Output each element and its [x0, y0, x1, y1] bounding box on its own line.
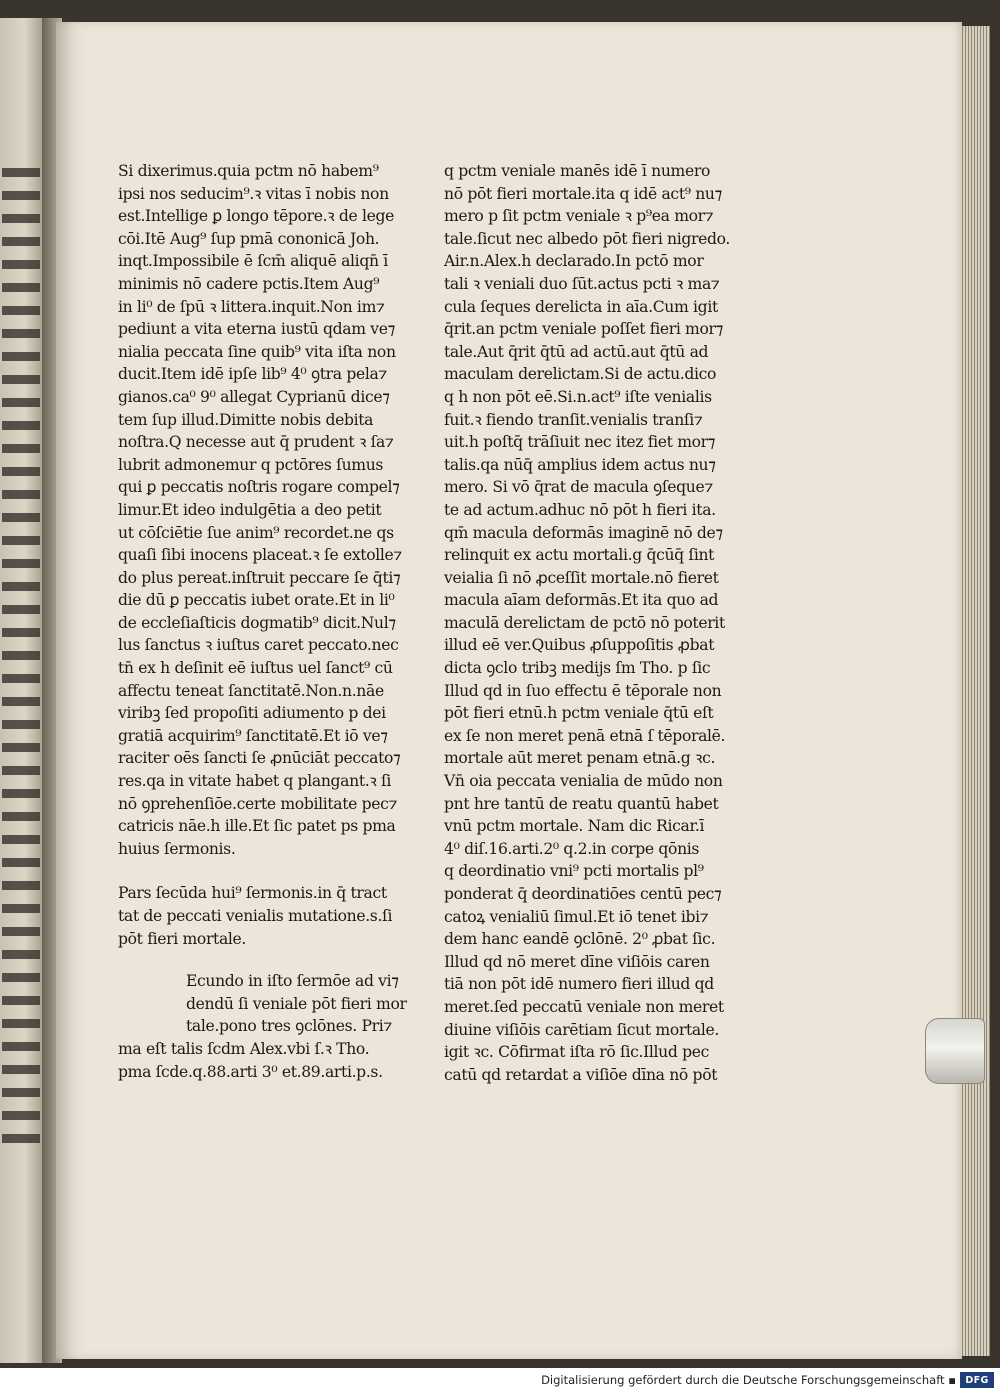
opening-line: ma eſt talis ſcdm Alex.vbi ſ.ꝛ Tho.: [118, 1039, 370, 1058]
right-column-body: [444, 160, 744, 1086]
text-line: cōi.Itē Aug⁹ ſup pmā cononicā Joh.: [118, 229, 380, 248]
text-line: uit.h poſtq̄ trāſiuit nec itez fiet mor⁊: [444, 433, 716, 452]
left-text-column: [118, 160, 408, 1083]
text-line: raciter oēs ſancti ſe ꝓnūciāt peccato⁊: [118, 749, 401, 768]
text-line: igit ꝛc. Cōfirmat iſta rō ſic.Illud pec: [444, 1043, 709, 1062]
opening-line: tale.pono tres ꝯclōnes. Pri⁊: [186, 1017, 392, 1036]
text-line: diuine viſiōis carētiam ſicut mortale.: [444, 1020, 719, 1039]
text-line: talis.qa nūq̄ amplius idem actus nu⁊: [444, 455, 716, 474]
text-line: fuit.ꝛ fiendo tranſit.venialis tranſi⁊: [444, 410, 703, 429]
text-line: catū qd retardat a viſiōe dīna nō pōt: [444, 1065, 718, 1084]
page-block-edges: [960, 26, 990, 1356]
text-line: vnū pctm mortale. Nam dic Ricar.ī: [444, 817, 705, 836]
heading-line: tat de peccati venialis mutatione.s.ſi: [118, 907, 393, 925]
facing-page-edge: [0, 18, 44, 1363]
text-line: q̄rit.an pctm veniale poſſet fieri mor⁊: [444, 320, 724, 339]
left-column-body: [118, 160, 408, 860]
text-line: dem hanc eandē ꝯclōnē. 2⁰ ꝓbat ſic.: [444, 930, 716, 949]
text-line: in li⁰ de ſpū ꝛ littera.inquit.Non im⁊: [118, 297, 385, 316]
text-line: illud eē ver.Quibus ꝓſuppoſitis ꝓbat: [444, 636, 715, 655]
text-line: de eccleſiaſticis dogmatib⁹ dicit.Nul⁊: [118, 613, 396, 632]
facing-page-text-fragments: [2, 168, 40, 1148]
text-line: tali ꝛ veniali duo ſūt.actus pcti ꝛ ma⁊: [444, 274, 720, 293]
heading-line: Pars ſecūda hui⁹ ſermonis.in q̄ tract: [118, 884, 387, 903]
text-line: nō ꝯprehenſiōe.certe mobilitate pec⁊: [118, 794, 398, 813]
text-line: pediunt a vita eterna iustū qdam ve⁊: [118, 320, 396, 339]
text-line: q deordinatio vni⁹ pcti mortalis pl⁹: [444, 862, 704, 881]
text-line: nō pōt fieri mortale.ita q idē act⁹ nu⁊: [444, 184, 723, 203]
text-line: mero. Si vō q̄rat de macula ꝯſeque⁊: [444, 478, 713, 497]
text-line: noſtra.Q necesse aut q̄ prudent ꝛ ſa⁊: [118, 433, 394, 452]
text-line: dicta ꝯclo tribꝫ medijs ſm Tho. p ſic: [444, 659, 711, 678]
opening-line: pma ſcde.q.88.arti 3⁰ et.89.arti.p.s.: [118, 1062, 383, 1081]
text-line: 4⁰ diſ.16.arti.2⁰ q.2.in corpe qōnis: [444, 839, 700, 858]
text-line: q h non pōt eē.Si.n.act⁹ iſte venialis: [444, 387, 712, 406]
text-line: do plus pereat.inſtruit peccare ſe q̄ti⁊: [118, 568, 401, 587]
text-line: Illud qd nō meret dīne viſiōis caren: [444, 952, 710, 971]
page-clip: [925, 1018, 985, 1084]
text-line: Illud qd in ſuo effectu ē tēporale non: [444, 681, 722, 700]
text-line: tiā non pōt idē numero fieri illud qd: [444, 975, 714, 994]
text-line: gratiā acquirim⁹ ſanctitatē.Et iō ve⁊: [118, 726, 388, 745]
text-line: tale.ſicut nec albedo pōt fieri nigredo.: [444, 229, 731, 248]
text-line: est.Intellige ꝑ longo tēpore.ꝛ de lege: [118, 207, 395, 226]
heading-line: pōt fieri mortale.: [118, 929, 247, 948]
section-heading: [118, 882, 408, 950]
text-line: macula aīam deformās.Et ita quo ad: [444, 591, 719, 610]
text-line: ponderat q̄ deordinatiōes centū pec⁊: [444, 885, 722, 903]
text-line: veialia ſi nō ꝓceſſit mortale.nō fieret: [444, 568, 719, 587]
text-line: mero p ſit pctm veniale ꝛ p⁹ea mor⁊: [444, 207, 714, 226]
text-line: ut cōſciētie ſue anim⁹ recordet.ne qs: [118, 523, 394, 542]
text-line: relinquit ex actu mortali.g q̄cūq̄ ſint: [444, 546, 715, 565]
right-text-column: [444, 160, 744, 1086]
text-line: ducit.Item idē ipſe lib⁹ 4⁰ ꝯtra pela⁊: [118, 365, 387, 384]
text-line: minimis nō cadere pctis.Item Aug⁹: [118, 274, 380, 293]
text-line: maculā derelictam de pctō nō poterit: [444, 613, 725, 632]
text-line: ex ſe non meret penā etnā ſ tēporalē.: [444, 726, 726, 745]
text-line: ipsi nos seducim⁹.ꝛ vitas ī nobis non: [118, 184, 389, 203]
footer-credit: Digitalisierung gefördert durch die Deutsche Forschungsgemeinschaft ▪: [541, 1373, 956, 1387]
text-line: huius ſermonis.: [118, 839, 236, 858]
text-line: tn̄ ex h deſinit eē iuſtus uel ſanct⁹ cū: [118, 659, 393, 678]
section-opening: [118, 970, 408, 1083]
text-line: lus ſanctus ꝛ iuſtus caret peccato.nec: [118, 636, 399, 655]
text-line: die dū ꝑ peccatis iubet orate.Et in li⁰: [118, 591, 395, 610]
text-line: gianos.ca⁰ 9⁰ allegat Cyprianū dice⁊: [118, 387, 390, 406]
text-line: Air.n.Alex.h declarado.In pctō mor: [444, 252, 704, 271]
text-line: q pctm veniale manēs idē ī numero: [444, 162, 711, 180]
opening-line: dendū ſi veniale pōt fieri mor: [186, 994, 407, 1013]
opening-line: Ecundo in iſto ſermōe ad vi⁊: [186, 972, 399, 991]
text-line: limur.Et ideo indulgētia a deo petit: [118, 500, 382, 519]
text-line: res.qa in vitate habet q plangant.ꝛ ſi: [118, 772, 392, 791]
text-line: catricis nāe.h ille.Et ſic patet ps pma: [118, 817, 396, 836]
text-line: cula ſeques derelicta in aīa.Cum igit: [444, 297, 718, 316]
text-line: affectu teneat ſanctitatē.Non.n.nāe: [118, 681, 384, 700]
text-line: te ad actum.adhuc nō pōt h fieri ita.: [444, 500, 716, 519]
text-line: pōt fieri etnū.h pctm veniale q̄tū eſt: [444, 704, 714, 723]
text-line: qm̄ macula deformās imaginē nō de⁊: [444, 523, 723, 542]
text-line: qui ꝑ peccatis noſtris rogare compel⁊: [118, 478, 400, 497]
text-line: lubrit admonemur q pctōres ſumus: [118, 455, 384, 474]
text-line: meret.ſed peccatū veniale non meret: [444, 997, 724, 1016]
text-line: inqt.Impossibile ē ſcm̄ aliquē aliqn̄ ī: [118, 252, 388, 271]
text-line: quaſi ſibi inocens placeat.ꝛ ſe extolle⁊: [118, 546, 402, 565]
text-line: viribꝫ ſed propoſiti adiumento p dei: [118, 704, 386, 723]
text-line: pnt hre tantū de reatu quantū habet: [444, 794, 719, 813]
footer-bar: [0, 1368, 1000, 1393]
dfg-logo: DFG: [960, 1372, 994, 1388]
text-line: mortale aūt meret penam etnā.g ꝛc.: [444, 749, 716, 768]
text-line: catoꝝ venialiū ſimul.Et iō tenet ibi⁊: [444, 907, 709, 926]
text-line: maculam derelictam.Si de actu.dico: [444, 365, 717, 384]
text-line: tem ſup illud.Dimitte nobis debita: [118, 410, 374, 429]
text-line: tale.Aut q̄rit q̄tū ad actū.aut q̄tū ad: [444, 342, 709, 361]
text-line: Vn̄ oia peccata venialia de mūdo non: [444, 772, 723, 791]
text-line: nialia peccata ſine quib⁹ vita iſta non: [118, 342, 396, 361]
text-line: Si dixerimus.quia pctm nō habem⁹: [118, 162, 379, 180]
